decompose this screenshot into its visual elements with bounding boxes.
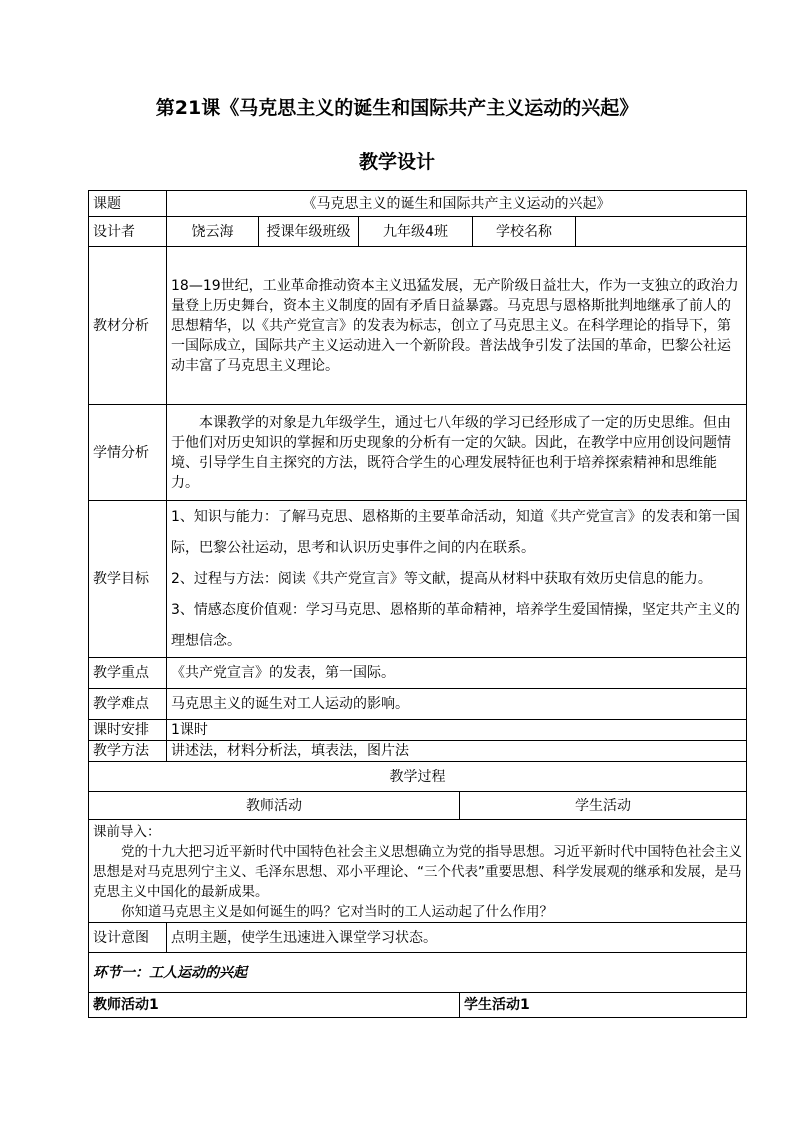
key-text: 《共产党宣言》的发表，第一国际。 — [167, 658, 747, 689]
learner-label: 学情分析 — [89, 405, 167, 501]
intro-cell — [89, 820, 747, 923]
lesson-plan-table — [88, 190, 747, 1018]
row-activity-headers — [89, 792, 747, 820]
difficulty-label: 教学难点 — [89, 689, 167, 720]
school-label: 学校名称 — [473, 217, 576, 247]
intro-paragraph-1: 党的十九大把习近平新时代中国特色社会主义思想确立为党的指导思想。习近平新时代中国特色社会主义思想是对马克思列宁主义、毛泽东思想、邓小平理论、“三个代表”重要思想、科学发展观的继承和发展，是马克思主义中国化的最新成果。 — [93, 844, 742, 900]
student-column-header: 学生活动 — [460, 792, 747, 820]
hours-text: 1课时 — [167, 720, 747, 741]
goals-cell — [167, 501, 747, 658]
row-learner — [89, 405, 747, 501]
row-material — [89, 247, 747, 405]
difficulty-text: 马克思主义的诞生对工人运动的影响。 — [167, 689, 747, 720]
row-goals — [89, 501, 747, 658]
row-process — [89, 762, 747, 792]
process-heading: 教学过程 — [89, 762, 747, 792]
school-value — [576, 217, 747, 247]
row-section1 — [89, 953, 747, 993]
designer-value: 饶云海 — [167, 217, 259, 247]
document-subtitle: 教学设计 — [358, 151, 435, 173]
student-activity-1: 学生活动1 — [460, 993, 747, 1018]
document-title: 第21课《马克思主义的诞生和国际共产主义运动的兴起》 — [155, 97, 639, 119]
row-designer — [89, 217, 747, 247]
grade-value: 九年级4班 — [359, 217, 473, 247]
grade-label: 授课年级班级 — [259, 217, 359, 247]
row-difficulty — [89, 689, 747, 720]
row-method — [89, 741, 747, 762]
teacher-column-header: 教师活动 — [89, 792, 460, 820]
section-heading: 环节一：工人运动的兴起 — [89, 953, 747, 993]
material-label: 教材分析 — [89, 247, 167, 405]
intro-paragraph-2: 你知道马克思主义是如何诞生的吗？它对当时的工人运动起了什么作用？ — [121, 904, 553, 920]
material-text: 18—19世纪，工业革命推动资本主义迅猛发展，无产阶级日益壮大，作为一支独立的政治力量登上历史舞台，资本主义制度的固有矛盾日益暴露。马克思与恩格斯批判地继承了前人的思想精华，以《共产党宣言》的发表为标志，创立了马克思主义。在科学理论的指导下，第一国际成立，国际共产主义运动进入一个新阶段。普法战争引发了法国的革命，巴黎公社运动丰富了马克思主义理论。 — [167, 247, 747, 405]
learner-text: 本课教学的对象是九年级学生，通过七八年级的学习已经形成了一定的历史思维。但由于他们对历史知识的掌握和历史现象的分析有一定的欠缺。因此，在教学中应用创设问题情境、引导学生自主探究的方法，既符合学生的心理发展特征也利于培养探索精神和思维能力。 — [167, 405, 747, 501]
goal-process: 2、过程与方法：阅读《共产党宣言》等文献，提高从材料中获取有效历史信息的能力。 — [171, 570, 712, 587]
topic-value: 《马克思主义的诞生和国际共产主义运动的兴起》 — [167, 191, 747, 217]
teacher-activity-1: 教师活动1 — [89, 993, 460, 1018]
row-activity1 — [89, 993, 747, 1018]
method-text: 讲述法，材料分析法，填表法，图片法 — [167, 741, 747, 762]
row-intro — [89, 820, 747, 923]
row-intent — [89, 923, 747, 953]
goal-emotion: 3、情感态度价值观：学习马克思、恩格斯的革命精神，培养学生爱国情操，坚定共产主义的理想信念。 — [171, 601, 740, 649]
row-hours — [89, 720, 747, 741]
intent-text: 点明主题，使学生迅速进入课堂学习状态。 — [167, 923, 747, 953]
hours-label: 课时安排 — [89, 720, 167, 741]
designer-label: 设计者 — [89, 217, 167, 247]
intent-label: 设计意图 — [89, 923, 167, 953]
goal-knowledge: 1、知识与能力：了解马克思、恩格斯的主要革命活动，知道《共产党宣言》的发表和第一国际，巴黎公社运动，思考和认识历史事件之间的内在联系。 — [171, 508, 740, 556]
intro-label: 课前导入： — [93, 824, 161, 840]
row-topic — [89, 191, 747, 217]
topic-label: 课题 — [89, 191, 167, 217]
method-label: 教学方法 — [89, 741, 167, 762]
goals-label: 教学目标 — [89, 501, 167, 658]
key-label: 教学重点 — [89, 658, 167, 689]
row-key — [89, 658, 747, 689]
